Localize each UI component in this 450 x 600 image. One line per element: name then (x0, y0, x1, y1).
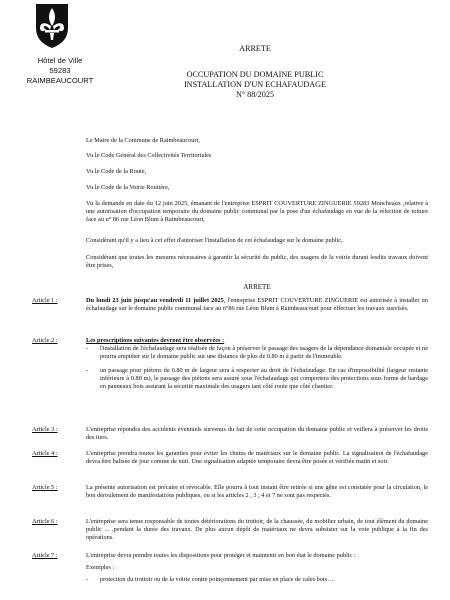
article-2-label: Article 2 : (32, 337, 58, 344)
preamble-vu-route: Vu le Code de la Route, (86, 168, 147, 175)
article-4-label: Article 4 : (32, 450, 58, 457)
title-line-1: OCCUPATION DU DOMAINE PUBLIC (186, 70, 324, 79)
preamble-vu-voirie: Vu le Code de la Voirie Routière, (86, 184, 170, 191)
article-2-body (86, 337, 428, 392)
article-7-body (86, 552, 428, 584)
article-5-body: La présente autorisation est précaire et révocable. Elle pourra à tout instant être retirée si une gêne est constatée pour la circulation, le bon déroulement de manifestations publiques, ou si les articles 2 , 3 , 4 et 7 ne sont pas respectés. (86, 484, 428, 500)
org-name: Hôtel de Ville (37, 56, 83, 65)
town-hall-address (20, 56, 100, 86)
article-7-examples-label: Exemples : (86, 564, 115, 572)
article-3-label: Article 3 : (32, 426, 58, 433)
preamble-vu-demande: Vu la demande en date du 12 juin 2025, émanant de l'entreprise ESPRIT COUVERTURE ZINGUERIE 59283 Moncheaux ,relative à une autorisation d'occupation temporaire du domaine public communal par la pose d'un échafaudage en vue de la réfection de toiture face au n° 86 rue Léon Blum à Raimbeaucourt, (86, 200, 428, 224)
org-postcode: 59283 RAIMBEAUCOURT (26, 66, 94, 85)
article-7-label: Article 7 : (32, 552, 58, 559)
article-6-body: L'entreprise sera tenue responsable de toutes détériorations du trottoir, de la chaussée, du mobilier urbain, de tout élément du domaine public ... ,pendant la durée des travaux. De plus aucun dépôt de matériaux ne devra subsister sur la voie publique à la fin des opérations. (86, 518, 428, 542)
article-6-label: Article 6 : (32, 518, 58, 525)
article-2-item-2-text: un passage pour piétons de 0.80 m de largeur sera à respecter au droit de l'échafaudage. En cas d'impossibilité (largeur restante inférieure à 0.80 m), le passage des piétons sera assuré sous l'échafaudage qui comportera des protections sous forme de bardage en panneaux bois assurant la sécurité maximale des usagers tant côté route que côté chantier. (100, 367, 428, 391)
article-3-body: L'entreprise répondra des accidents éventuels survenus du fait de cette occupation du domaine public et veillera à préserver les droits des tiers. (86, 426, 428, 442)
article-1-dates: Du lundi 23 juin jusqu'au vendredi 11 juillet 2025 (86, 297, 224, 304)
preamble-considerant-2: Considérant que toutes les mesures nécessaires à garantir la sécurité du public, des usagers de la voirie durant lesdits travaux doivent être prises, (86, 254, 428, 270)
preamble-maire: Le Maire de la Commune de Raimbeaucourt, (86, 137, 200, 144)
preamble-considerant-1: Considérant qu'il y a lieu à cet effet d'autoriser l'installation de cet échafaudage sur le domaine public, (86, 237, 343, 244)
doc-number: N° 88/2025 (235, 90, 275, 99)
article-7-item-1: - protection du trottoir ou de la voirie contre poinçonnement par mise en place de cales bois… (86, 576, 334, 584)
article-1-label: Article 1 : (32, 297, 58, 304)
article-2-item-2: - un passage pour piétons de 0.80 m de largeur sera à respecter au droit de l'échafaudage. En cas d'impossibilité (largeur restante inférieure à 0.80 m), le passage des piétons sera assuré sous l'échafaudage qui comportera des protections sous forme de bardage en panneaux bois assurant la sécurité maximale des usagers tant côté route que côté chantier. (86, 367, 428, 391)
article-4-body: L'entreprise prendra toutes les garanties pour éviter les chutes de matériaux sur le domaine public. La signalisation de l'échafaudage devra être balisée de jour comme de nuit. Une signalisation adaptée temporaire devra être posée et vérifiée matin et soir. (86, 450, 428, 466)
preamble-vu-cgct: Vu le Code Général des Collectivités Territoriales (86, 152, 212, 159)
article-2-item-1: - l'installation de l'échafaudage sera réalisée de façon à préserver le passage des usagers de la dépendance domaniale occupée et ne pourra empiéter sur le domaine public sur une distance de plus de 0.80 m à partir de l'immeuble. (86, 345, 428, 361)
article-5-label: Article 5 : (32, 484, 58, 491)
article-7-item-1-text: protection du trottoir ou de la voirie contre poinçonnement par mise en place de cales bois… (100, 576, 334, 584)
doc-title (170, 70, 340, 100)
article-2-heading: Les prescriptions suivantes devront être observées : (86, 337, 225, 344)
doc-type: ARRETE (239, 44, 271, 53)
fleur-de-lis-crest-icon (34, 2, 70, 50)
article-2-item-1-text: l'installation de l'échafaudage sera réalisée de façon à préserver le passage des usagers de la dépendance domaniale occupée et ne pourra empiéter sur le domaine public sur une distance de plus de 0.80 m à partir de l'immeuble. (100, 345, 428, 361)
article-1-body (86, 297, 428, 313)
article-7-text: L'entreprise devra prendre toutes les dispositions pour protéger et maintenir en bon état le domaine public : (86, 552, 356, 559)
title-line-2: INSTALLATION D'UN ECHAFAUDAGE (183, 80, 327, 89)
arrete-heading: ARRETE (243, 283, 271, 291)
article-1-text: , l'entreprise ESPRIT COUVERTURE ZINGUERIE est autorisée à installer un échafaudage sur le domaine public communal face au n°86 rue Léon Blum à Raimbeaucourt pour effectuer les travaux susvisés. (86, 297, 428, 313)
